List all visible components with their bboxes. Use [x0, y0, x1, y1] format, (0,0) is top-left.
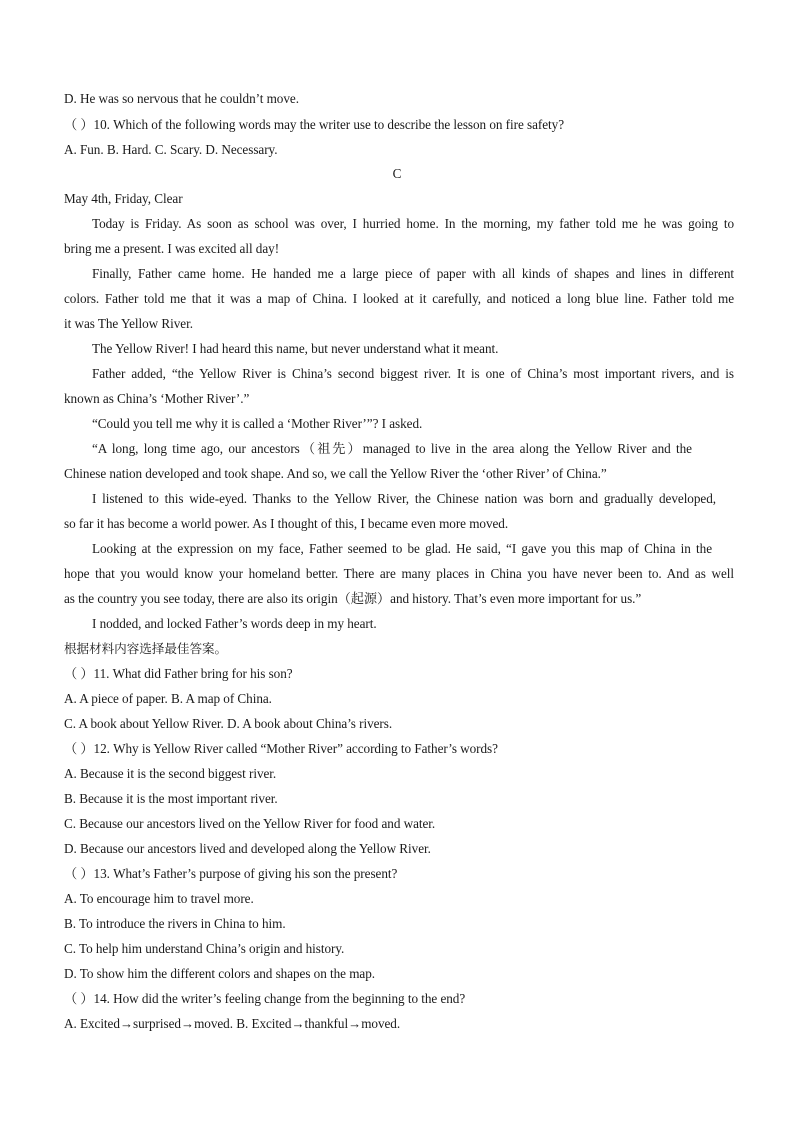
q13-option-d: D. To show him the different colors and shapes on the map. [64, 966, 376, 981]
q12-option-a: A. Because it is the second biggest river. [64, 766, 277, 781]
q10-options: A. Fun. B. Hard. C. Scary. D. Necessary. [64, 142, 278, 157]
q12-option-d: D. Because our ancestors lived and developed along the Yellow River. [64, 841, 431, 856]
q13-option-b: B. To introduce the rivers in China to him. [64, 916, 286, 931]
diary-date-line: May 4th, Friday, Clear [64, 191, 183, 206]
q12-option-c: C. Because our ancestors lived on the Yellow River for food and water. [64, 816, 436, 831]
passage-line: The Yellow River! I had heard this name, but never understand what it meant. [92, 341, 499, 356]
section-letter: C [392, 166, 402, 181]
passage-line: it was The Yellow River. [64, 316, 193, 331]
passage-line: so far it has become a world power. As I thought of this, I became even more moved. [64, 516, 509, 531]
q13-option-c: C. To help him understand China’s origin and history. [64, 941, 345, 956]
q14-options: A. Excited→surprised→moved. B. Excited→thankful→moved. [64, 1016, 401, 1031]
passage-line: Finally, Father came home. He handed me a large piece of paper with all kinds of shapes and lines in different [92, 266, 734, 281]
q14-stem: （ ）14. How did the writer’s feeling change from the beginning to the end? [64, 991, 466, 1006]
passage-line: Looking at the expression on my face, Father seemed to be glad. He said, “I gave you this map of China in the [92, 541, 712, 556]
passage-line: colors. Father told me that it was a map of China. I looked at it carefully, and noticed a long blue line. Father told me [64, 291, 734, 306]
q12-stem: （ ）12. Why is Yellow River called “Mother River” according to Father’s words? [64, 741, 498, 756]
instruction-text: 根据材料内容选择最佳答案。 [64, 641, 228, 656]
q13-stem: （ ）13. What’s Father’s purpose of giving his son the present? [64, 866, 398, 881]
q11-options: A. A piece of paper. B. A map of China. [64, 691, 272, 706]
q13-option-a: A. To encourage him to travel more. [64, 891, 254, 906]
passage-line: Chinese nation developed and took shape. And so, we call the Yellow River the ‘other River’ of China.” [64, 466, 607, 481]
passage-line: Today is Friday. As soon as school was over, I hurried home. In the morning, my father told me he was going to [92, 216, 734, 231]
passage-line: as the country you see today, there are also its origin（起源）and history. That’s even more important for us.” [64, 591, 642, 606]
passage-line: “Could you tell me why it is called a ‘Mother River’”? I asked. [92, 416, 423, 431]
passage-line: bring me a present. I was excited all day! [64, 241, 280, 256]
q10-stem: （ ）10. Which of the following words may the writer use to describe the lesson on fire safety? [64, 117, 565, 132]
passage-line: known as China’s ‘Mother River’.” [64, 391, 250, 406]
passage-line: hope that you would know your homeland better. There are many places in China you have never been to. And as well [64, 566, 734, 581]
q11-stem: （ ）11. What did Father bring for his son? [64, 666, 293, 681]
q11-options: C. A book about Yellow River. D. A book about China’s rivers. [64, 716, 393, 731]
q12-option-b: B. Because it is the most important river. [64, 791, 278, 806]
passage-line: “A long, long time ago, our ancestors（祖先）managed to live in the area along the Yellow River and the [92, 441, 692, 456]
passage-line: I nodded, and locked Father’s words deep in my heart. [92, 616, 377, 631]
passage-line: Father added, “the Yellow River is China’s second biggest river. It is one of China’s most important rivers, and is [92, 366, 734, 381]
passage-line: I listened to this wide-eyed. Thanks to the Yellow River, the Chinese nation was born and gradually developed, [92, 491, 716, 506]
q9-option-d: D. He was so nervous that he couldn’t move. [64, 91, 299, 106]
